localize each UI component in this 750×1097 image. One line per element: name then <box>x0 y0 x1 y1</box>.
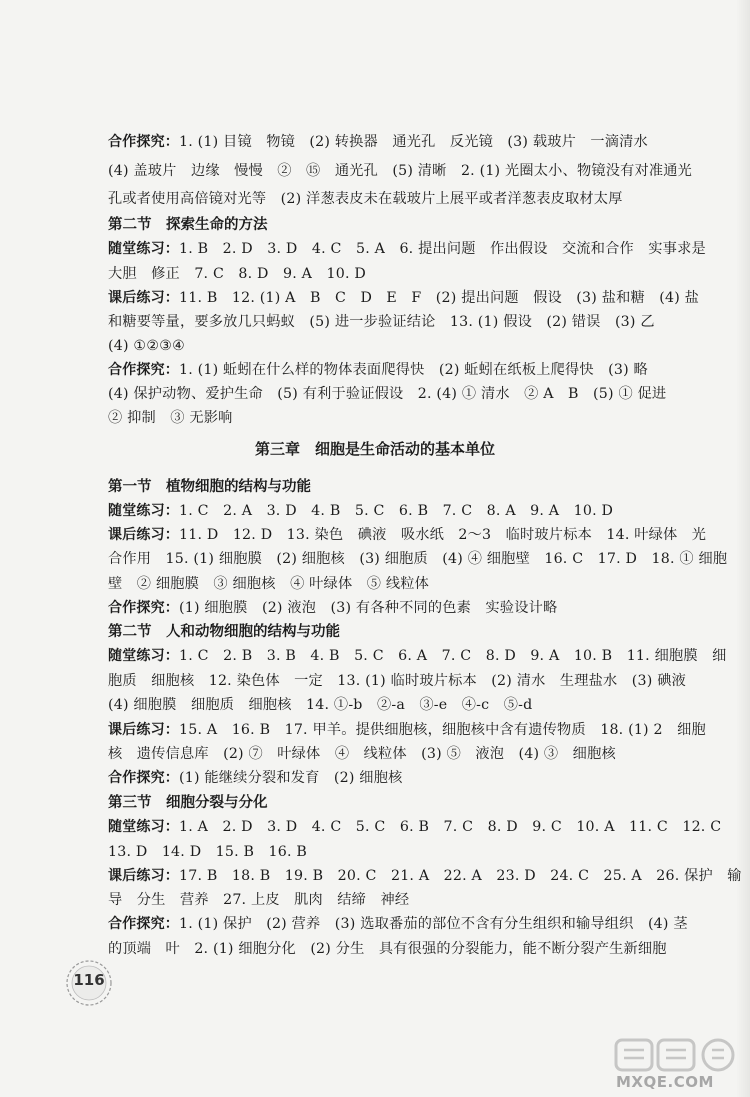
text-line: 随堂练习：1. C 2. A 3. D 4. B 5. C 6. B 7. C 8. A 9. A 10. D <box>108 503 614 519</box>
section-heading: 第一节 植物细胞的结构与功能 <box>108 479 311 495</box>
text-line: 孔或者使用高倍镜对光等 (2) 洋葱表皮未在载玻片上展平或者洋葱表皮取材太厚 <box>108 191 623 207</box>
text-line: 合作用 15. (1) 细胞膜 (2) 细胞核 (3) 细胞质 (4) ④ 细胞壁 16. C 17. D 18. ① 细胞 <box>108 551 728 567</box>
text-line: (4) 保护动物、爱护生命 (5) 有利于验证假设 2. (4) ① 清水 ② A B (5) ① 促进 <box>108 386 667 402</box>
watermark-url: MXQE.COM <box>616 1073 714 1091</box>
text-line: 随堂练习：1. A 2. D 3. D 4. C 5. C 6. B 7. C 8. D 9. C 10. A 11. C 12. C <box>108 819 722 835</box>
text-line: 胞质 细胞核 12. 染色体 一定 13. (1) 临时玻片标本 (2) 清水 生理盐水 (3) 碘液 <box>108 673 686 689</box>
text-line: 和糖要等量，要多放几只蚂蚁 (5) 进一步验证结论 13. (1) 假设 (2) 错误 (3) 乙 <box>108 314 655 330</box>
chapter-title: 第三章 细胞是生命活动的基本单位 <box>254 440 495 458</box>
text-line: 课后练习：11. D 12. D 13. 染色 碘液 吸水纸 2～3 临时玻片标本 14. 叶绿体 光 <box>108 527 707 543</box>
text-line: 合作探究：1. (1) 蚯蚓在什么样的物体表面爬得快 (2) 蚯蚓在纸板上爬得快 (3) 略 <box>108 362 648 378</box>
text-line: (4) 细胞膜 细胞质 细胞核 14. ①-b ②-a ③-e ④-c ⑤-d <box>108 697 533 713</box>
text-line: ② 抑制 ③ 无影响 <box>108 410 233 426</box>
text-line: (4) 盖玻片 边缘 慢慢 ② ⑮ 通光孔 (5) 清晰 2. (1) 光圈太小、物镜没有对准通光 <box>108 163 693 179</box>
text-line: 合作探究：1. (1) 目镜 物镜 (2) 转换器 通光孔 反光镜 (3) 载玻片 一滴清水 <box>108 134 648 150</box>
text-line: 课后练习：11. B 12. (1) A B C D E F (2) 提出问题 假设 (3) 盐和糖 (4) 盐 <box>108 290 700 306</box>
text-line: 合作探究：(1) 能继续分裂和发育 (2) 细胞核 <box>108 770 403 786</box>
text-line: 大胆 修正 7. C 8. D 9. A 10. D <box>108 266 366 282</box>
page-number: 116 <box>73 971 105 989</box>
text-line: 随堂练习：1. C 2. B 3. B 4. B 5. C 6. A 7. C 8. D 9. A 10. B 11. 细胞膜 细 <box>108 648 727 664</box>
text-line: 课后练习：15. A 16. B 17. 甲羊。提供细胞核，细胞核中含有遗传物质 18. (1) 2 细胞 <box>108 722 706 738</box>
text-line: 13. D 14. D 15. B 16. B <box>108 844 308 860</box>
text-line: 合作探究：(1) 细胞膜 (2) 液泡 (3) 有各种不同的色素 实验设计略 <box>108 600 558 616</box>
text-line: 核 遗传信息库 (2) ⑦ 叶绿体 ④ 线粒体 (3) ⑤ 液泡 (4) ③ 细胞核 <box>108 746 616 762</box>
section-heading: 第二节 探索生命的方法 <box>108 217 268 233</box>
text-line: 的顶端 叶 2. (1) 细胞分化 (2) 分生 具有很强的分裂能力，能不断分裂产生新细胞 <box>108 941 667 957</box>
page-edge-shadow <box>736 0 750 1097</box>
text-line: 课后练习：17. B 18. B 19. B 20. C 21. A 22. A 23. D 24. C 25. A 26. 保护 输 <box>108 868 742 884</box>
text-line: 随堂练习：1. B 2. D 3. D 4. C 5. A 6. 提出问题 作出假设 交流和合作 实事求是 <box>108 241 706 257</box>
text-line: 导 分生 营养 27. 上皮 肌肉 结缔 神经 <box>108 892 410 908</box>
section-heading: 第三节 细胞分裂与分化 <box>108 795 268 811</box>
section-heading: 第二节 人和动物细胞的结构与功能 <box>108 624 340 640</box>
text-line: 合作探究：1. (1) 保护 (2) 营养 (3) 选取番茄的部位不含有分生组织和输导组织 (4) 茎 <box>108 916 688 932</box>
text-line: 壁 ② 细胞膜 ③ 细胞核 ④ 叶绿体 ⑤ 线粒体 <box>108 576 429 592</box>
text-line: (4) ①②③④ <box>108 338 186 354</box>
